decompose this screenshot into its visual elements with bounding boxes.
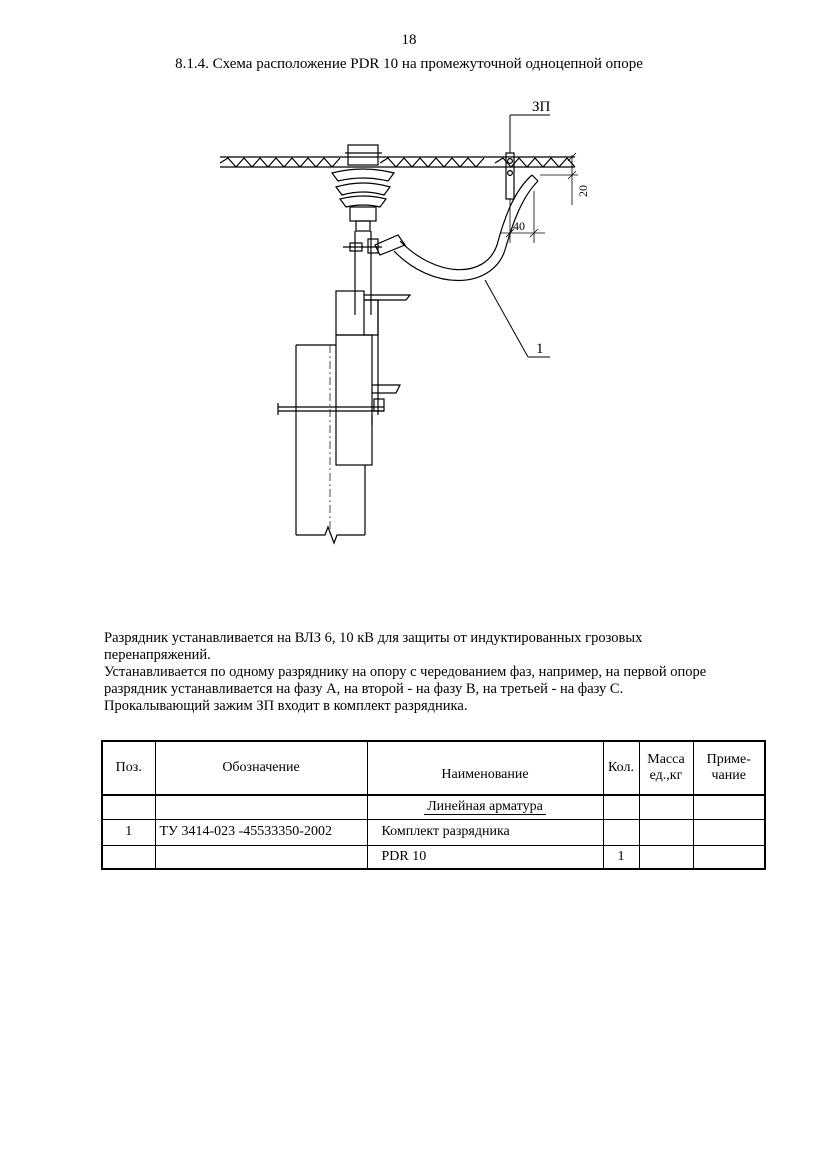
cell-note: [693, 845, 765, 869]
description-line: Разрядник устанавливается на ВЛЗ 6, 10 кВ для защиты от индуктированных грозовых перенапряжений.: [104, 630, 643, 663]
header-note-line: Приме-: [706, 752, 751, 767]
header-mass-line: Масса: [647, 752, 685, 767]
header-pos: Поз.: [102, 741, 155, 795]
cell-designation: [155, 845, 367, 869]
section-label: Линейная арматура: [424, 799, 546, 815]
cell-pos: [102, 845, 155, 869]
header-note: [693, 741, 765, 795]
clamp-label: ЗП: [532, 99, 551, 115]
cell-pos: 1: [102, 819, 155, 845]
specification-table: [101, 740, 766, 870]
header-mass: [639, 741, 693, 795]
description-line: Прокалывающий зажим ЗП входит в комплект разрядника.: [104, 698, 468, 714]
cell-qty: 1: [603, 845, 639, 869]
header-note-line: чание: [711, 768, 746, 783]
cell-mass: [639, 819, 693, 845]
table-row: [102, 845, 765, 869]
dimension-vertical: 20: [576, 185, 590, 197]
table-row: [102, 819, 765, 845]
overhead-conductor: [220, 157, 575, 167]
cell-note: [693, 819, 765, 845]
section-title: 8.1.4. Схема расположение PDR 10 на промежуточной одноцепной опоре: [175, 56, 643, 72]
cell-designation: ТУ 3414-023 -45533350-2002: [155, 819, 367, 845]
cell-name: Комплект разрядника: [367, 819, 603, 845]
description-line: Устанавливается по одному разряднику на опору с чередованием фаз, например, на первой опоре разрядник устанавливается на фазу А, на второй - на фазу В, на третьей - на фазу С.: [104, 664, 707, 697]
callout-number: 1: [536, 341, 544, 357]
header-qty: Кол.: [603, 741, 639, 795]
table-header-row: [102, 741, 765, 795]
header-mass-line: ед.,кг: [649, 768, 683, 783]
crossarm-bracket: [278, 291, 410, 465]
header-designation: Обозначение: [155, 741, 367, 795]
table-section-row: [102, 795, 765, 819]
cell-name: PDR 10: [367, 845, 603, 869]
cell-qty: [603, 819, 639, 845]
page-number: 18: [401, 32, 417, 48]
header-name: Наименование: [367, 741, 603, 795]
insulator-pin: [355, 231, 371, 315]
support-pole: [296, 345, 365, 543]
pin-insulator: [332, 145, 394, 231]
dimension-horizontal: 40: [513, 219, 525, 233]
description: [104, 630, 744, 715]
cell-mass: [639, 845, 693, 869]
arrester-installation-drawing: [200, 95, 620, 560]
